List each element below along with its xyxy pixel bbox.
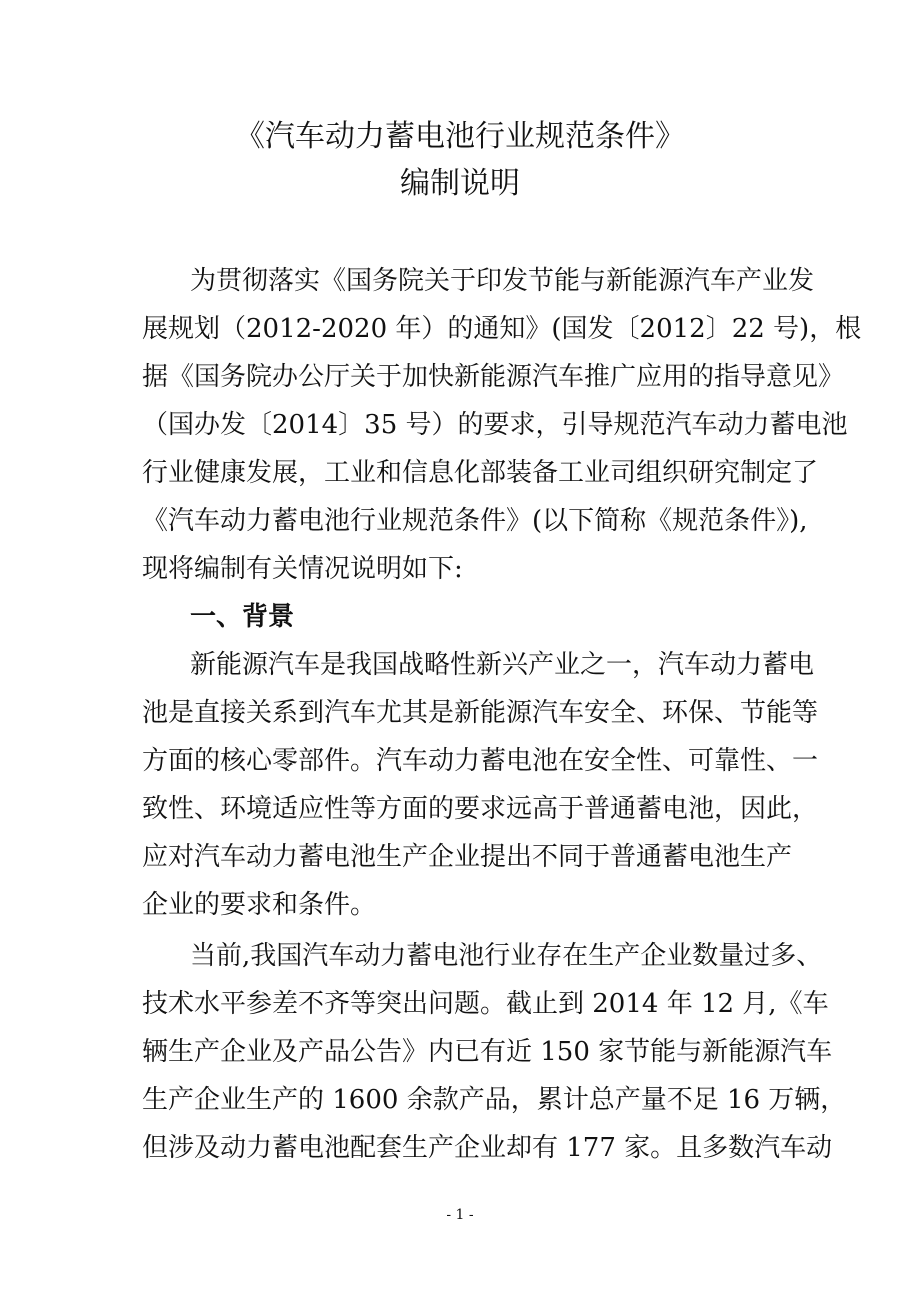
document-title: 《汽车动力蓄电池行业规范条件》 xyxy=(235,119,685,154)
paragraph-line: 技术水平参差不齐等突出问题。截止到 2014 年 12 月,《车 xyxy=(142,989,829,1019)
paragraph-line: 致性、环境适应性等方面的要求远高于普通蓄电池，因此， xyxy=(142,794,819,824)
intro-line: 展规划（2012-2020 年）的通知》(国发〔2012〕22 号)，根 xyxy=(142,314,862,344)
section-heading: 一、背景 xyxy=(190,602,295,632)
paragraph-line: 应对汽车动力蓄电池生产企业提出不同于普通蓄电池生产 xyxy=(142,842,793,872)
paragraph-line: 生产企业生产的 1600 余款产品，累计总产量不足 16 万辆， xyxy=(142,1085,847,1115)
paragraph-line: 当前,我国汽车动力蓄电池行业存在生产企业数量过多、 xyxy=(190,941,823,971)
intro-line: 为贯彻落实《国务院关于印发节能与新能源汽车产业发 xyxy=(190,266,815,296)
paragraph-line: 但涉及动力蓄电池配套生产企业却有 177 家。且多数汽车动 xyxy=(142,1133,833,1163)
intro-line: （国办发〔2014〕35 号）的要求，引导规范汽车动力蓄电池 xyxy=(142,410,848,440)
paragraph-line: 方面的核心零部件。汽车动力蓄电池在安全性、可靠性、一 xyxy=(142,746,819,776)
page-number: - 1 - xyxy=(446,1207,474,1223)
document-subtitle: 编制说明 xyxy=(400,166,520,201)
paragraph-line: 辆生产企业及产品公告》内已有近 150 家节能与新能源汽车 xyxy=(142,1037,833,1067)
paragraph-line: 池是直接关系到汽车尤其是新能源汽车安全、环保、节能等 xyxy=(142,698,819,728)
intro-line: 现将编制有关情况说明如下: xyxy=(142,554,463,584)
intro-line: 据《国务院办公厅关于加快新能源汽车推广应用的指导意见》 xyxy=(142,362,845,392)
paragraph-line: 新能源汽车是我国战略性新兴产业之一，汽车动力蓄电 xyxy=(190,650,815,680)
intro-line: 《汽车动力蓄电池行业规范条件》(以下简称《规范条件》), xyxy=(142,506,808,536)
intro-line: 行业健康发展，工业和信息化部装备工业司组织研究制定了 xyxy=(142,458,819,488)
paragraph-line: 企业的要求和条件。 xyxy=(142,890,377,920)
